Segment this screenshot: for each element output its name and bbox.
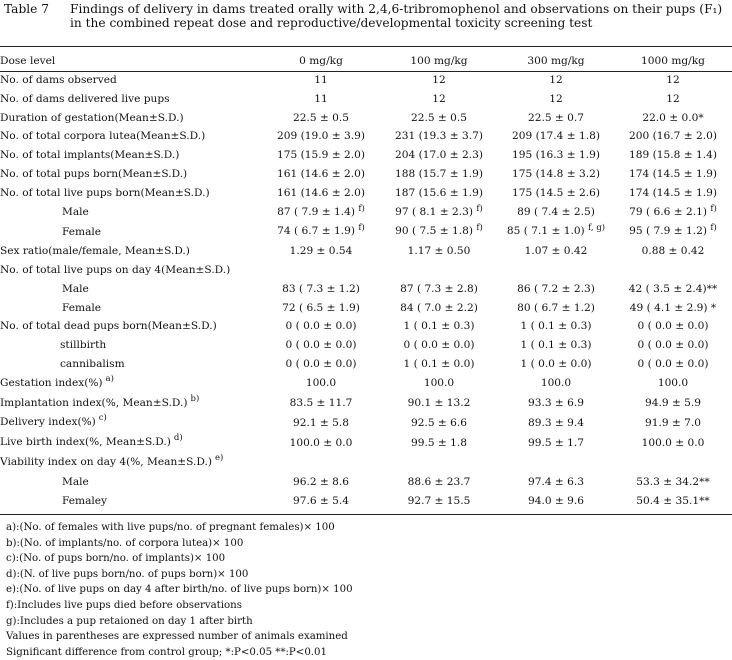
- cell-value: 22.5 ± 0.7: [527, 111, 585, 124]
- value-cell: [614, 299, 732, 318]
- cell-value: 209 (17.4 ± 1.8): [512, 130, 600, 143]
- footnote-line: e):(No. of live pups on day 4 after birth/no. of live pups born)× 100: [6, 584, 353, 596]
- table-row: [0, 165, 732, 184]
- value-cell: [262, 280, 380, 299]
- table-number: Table 7: [4, 2, 49, 16]
- table-row: [0, 203, 732, 223]
- row-label: [0, 109, 262, 128]
- value-cell: [498, 492, 614, 511]
- top-rule: [0, 46, 732, 47]
- value-cell: [498, 146, 614, 165]
- footnote-marker: c): [98, 413, 107, 424]
- cell-value: 0 ( 0.0 ± 0.0): [285, 357, 357, 370]
- row-label-text: Duration of gestation(Mean±S.D.): [0, 111, 184, 124]
- value-cell: [380, 261, 498, 280]
- row-label-text: No. of total implants(Mean±S.D.): [0, 149, 180, 162]
- value-cell: [614, 165, 732, 184]
- row-label-text: No. of total live pups born(Mean±S.D.): [0, 186, 210, 199]
- row-label: [0, 299, 262, 318]
- value-cell: [380, 317, 498, 336]
- row-label: [0, 374, 262, 394]
- row-label: [0, 433, 262, 453]
- dose-100: 100 mg/kg: [410, 55, 468, 68]
- value-cell: [498, 473, 614, 492]
- value-cell: [498, 280, 614, 299]
- table-row: [0, 299, 732, 318]
- value-cell: [380, 394, 498, 414]
- cell-value: 84 ( 7.0 ± 2.2): [400, 301, 478, 314]
- footnote-marker: f): [358, 223, 365, 234]
- row-label: [0, 203, 262, 223]
- cell-value: 0 ( 0.0 ± 0.0): [637, 357, 709, 370]
- row-label: [0, 90, 262, 109]
- cell-value: 161 (14.6 ± 2.0): [277, 167, 365, 180]
- cell-value: 89.3 ± 9.4: [527, 416, 585, 429]
- cell-value: 100.0 ± 0.0: [641, 436, 705, 449]
- value-cell: [614, 242, 732, 261]
- value-cell: [262, 184, 380, 203]
- table-row: [0, 109, 732, 128]
- value-cell: [614, 413, 732, 433]
- cell-value: 92.1 ± 5.8: [292, 416, 350, 429]
- table-row: [0, 355, 732, 374]
- row-label: [0, 317, 262, 336]
- row-label-text: Live birth index(%, Mean±S.D.): [0, 436, 171, 449]
- cell-value: 91.9 ± 7.0: [644, 416, 702, 429]
- value-cell: [380, 374, 498, 394]
- value-cell: [498, 127, 614, 146]
- table-row: [0, 222, 732, 242]
- value-cell: [262, 127, 380, 146]
- value-cell: [262, 433, 380, 453]
- value-cell: [614, 473, 732, 492]
- row-label: [0, 355, 262, 374]
- value-cell: [380, 413, 498, 433]
- value-cell: [614, 90, 732, 109]
- value-cell: [498, 413, 614, 433]
- value-cell: [262, 413, 380, 433]
- cell-value: 80 ( 6.7 ± 1.2): [517, 301, 595, 314]
- row-label-text: Male: [62, 475, 89, 488]
- value-cell: [262, 492, 380, 511]
- value-cell: [262, 355, 380, 374]
- value-cell: [498, 453, 614, 473]
- cell-value: 12: [666, 74, 680, 86]
- title-line-1: Findings of delivery in dams treated orally with 2,4,6-tribromophenol and observations on their pups (F₁): [70, 2, 723, 16]
- cell-value: 50.4 ± 35.1**: [636, 494, 710, 507]
- cell-value: 100.0: [540, 377, 572, 390]
- cell-value: 1.07 ± 0.42: [524, 245, 588, 258]
- value-cell: [262, 336, 380, 355]
- footnote-marker: b): [190, 393, 200, 404]
- cell-value: 175 (14.5 ± 2.6): [512, 186, 600, 199]
- footnote-line: c):(No. of pups born/no. of implants)× 100: [6, 553, 226, 565]
- row-label-text: Female: [62, 301, 102, 314]
- cell-value: 1 ( 0.1 ± 0.3): [520, 320, 592, 333]
- table-row: [0, 146, 732, 165]
- table-row: [0, 413, 732, 433]
- footnote-marker: f): [358, 203, 365, 214]
- row-label: [0, 71, 262, 90]
- cell-value: 174 (14.5 ± 1.9): [629, 186, 717, 199]
- value-cell: [498, 433, 614, 453]
- dose-0: 0 mg/kg: [299, 55, 343, 68]
- value-cell: [262, 374, 380, 394]
- row-label-text: No. of total pups born(Mean±S.D.): [0, 167, 188, 180]
- cell-value: 97 ( 8.1 ± 2.3): [395, 205, 473, 218]
- table-row: [0, 71, 732, 90]
- row-label-text: Femaley: [62, 494, 108, 507]
- cell-value: 12: [549, 74, 563, 86]
- footnote-marker: d): [173, 433, 183, 444]
- cell-value: 87 ( 7.9 ± 1.4): [277, 205, 355, 218]
- value-cell: [614, 394, 732, 414]
- cell-value: 11: [314, 92, 328, 105]
- table-row: [0, 433, 732, 453]
- value-cell: [262, 146, 380, 165]
- cell-value: 92.5 ± 6.6: [410, 416, 468, 429]
- row-label-text: Implantation index(%, Mean±S.D.): [0, 396, 188, 409]
- cell-value: 188 (15.7 ± 1.9): [395, 167, 483, 180]
- value-cell: [614, 280, 732, 299]
- table-row: [0, 394, 732, 414]
- cell-value: 94.0 ± 9.6: [527, 494, 585, 507]
- row-label: [0, 280, 262, 299]
- cell-value: 100.0: [657, 377, 689, 390]
- row-label-text: cannibalism: [60, 357, 125, 370]
- value-cell: [614, 203, 732, 223]
- table-row: [0, 90, 732, 109]
- cell-value: 100.0: [305, 377, 337, 390]
- value-cell: [262, 242, 380, 261]
- value-cell: [614, 492, 732, 511]
- value-cell: [498, 317, 614, 336]
- cell-value: 200 (16.7 ± 2.0): [629, 130, 717, 143]
- cell-value: 22.5 ± 0.5: [292, 111, 350, 124]
- table-row: [0, 261, 732, 280]
- cell-value: 175 (14.8 ± 3.2): [512, 167, 600, 180]
- cell-value: 12: [432, 92, 446, 105]
- cell-value: 0 ( 0.0 ± 0.0): [637, 320, 709, 333]
- row-label: [0, 165, 262, 184]
- title-line-2: in the combined repeat dose and reproductive/developmental toxicity screening test: [70, 16, 593, 30]
- value-cell: [262, 317, 380, 336]
- table-row: [0, 317, 732, 336]
- row-label-text: Viability index on day 4(%, Mean±S.D.): [0, 455, 213, 468]
- value-cell: [380, 299, 498, 318]
- cell-value: 11: [314, 74, 328, 86]
- footnote-marker: a): [105, 373, 114, 384]
- value-cell: [380, 242, 498, 261]
- table-row: [0, 127, 732, 146]
- value-cell: [262, 473, 380, 492]
- value-cell: [380, 336, 498, 355]
- value-cell: [498, 71, 614, 90]
- value-cell: [614, 261, 732, 280]
- row-label: [0, 336, 262, 355]
- value-cell: [498, 222, 614, 242]
- table-row: [0, 336, 732, 355]
- value-cell: [380, 127, 498, 146]
- row-label: [0, 453, 262, 473]
- value-cell: [498, 242, 614, 261]
- cell-value: 87 ( 7.3 ± 2.8): [400, 282, 478, 295]
- cell-value: 100.0 ± 0.0: [289, 436, 353, 449]
- value-cell: [380, 71, 498, 90]
- footnote-line: f):Includes live pups died before observations: [6, 599, 242, 611]
- cell-value: 95 ( 7.9 ± 1.2): [629, 225, 707, 238]
- cell-value: 204 (17.0 ± 2.3): [395, 149, 483, 162]
- cell-value: 94.9 ± 5.9: [644, 397, 702, 410]
- cell-value: 90.1 ± 13.2: [407, 397, 471, 410]
- value-cell: [380, 222, 498, 242]
- value-cell: [262, 261, 380, 280]
- cell-value: 97.6 ± 5.4: [292, 494, 350, 507]
- value-cell: [380, 492, 498, 511]
- value-cell: [262, 90, 380, 109]
- footnote-line: b):(No. of implants/no. of corpora lutea)× 100: [6, 537, 244, 549]
- value-cell: [498, 184, 614, 203]
- table-row: [0, 453, 732, 473]
- value-cell: [380, 184, 498, 203]
- value-cell: [614, 127, 732, 146]
- cell-value: 0 ( 0.0 ± 0.0): [403, 339, 475, 352]
- cell-value: 187 (15.6 ± 1.9): [395, 186, 483, 199]
- cell-value: 97.4 ± 6.3: [527, 475, 585, 488]
- footnote-marker: f, g): [588, 223, 606, 234]
- value-cell: [498, 336, 614, 355]
- cell-value: 174 (14.5 ± 1.9): [629, 167, 717, 180]
- row-label-text: Delivery index(%): [0, 416, 96, 429]
- value-cell: [498, 374, 614, 394]
- dose-300: 300 mg/kg: [527, 55, 585, 68]
- cell-value: 1 ( 0.0 ± 0.0): [520, 357, 592, 370]
- row-label: [0, 492, 262, 511]
- value-cell: [380, 355, 498, 374]
- cell-value: 12: [432, 74, 446, 86]
- value-cell: [498, 203, 614, 223]
- cell-value: 231 (19.3 ± 3.7): [395, 130, 483, 143]
- cell-value: 49 ( 4.1 ± 2.9) *: [629, 301, 717, 314]
- cell-value: 1 ( 0.1 ± 0.3): [520, 339, 592, 352]
- cell-value: 85 ( 7.1 ± 1.0): [506, 225, 585, 238]
- cell-value: 83.5 ± 11.7: [289, 397, 353, 410]
- value-cell: [498, 299, 614, 318]
- cell-value: 42 ( 3.5 ± 2.4)**: [628, 282, 718, 295]
- value-cell: [498, 355, 614, 374]
- value-cell: [614, 336, 732, 355]
- cell-value: 12: [549, 92, 563, 105]
- row-label-text: No. of total corpora lutea(Mean±S.D.): [0, 130, 206, 143]
- row-label: [0, 127, 262, 146]
- cell-value: 90 ( 7.5 ± 1.8): [395, 225, 473, 238]
- cell-value: 99.5 ± 1.8: [410, 436, 468, 449]
- footnote-marker: e): [215, 452, 224, 463]
- cell-value: 22.0 ± 0.0*: [642, 111, 704, 124]
- cell-value: 72 ( 6.5 ± 1.9): [282, 301, 360, 314]
- table-row: [0, 184, 732, 203]
- value-cell: [614, 317, 732, 336]
- value-cell: [380, 280, 498, 299]
- table-row: [0, 473, 732, 492]
- value-cell: [262, 165, 380, 184]
- cell-value: 0 ( 0.0 ± 0.0): [637, 339, 709, 352]
- row-label: [0, 413, 262, 433]
- bottom-rule: [0, 514, 732, 515]
- cell-value: 12: [666, 92, 680, 105]
- footnote-line: Significant difference from control group; *:P<0.05 **:P<0.01: [6, 646, 328, 658]
- value-cell: [498, 261, 614, 280]
- value-cell: [380, 90, 498, 109]
- cell-value: 1 ( 0.1 ± 0.3): [403, 320, 475, 333]
- cell-value: 161 (14.6 ± 2.0): [277, 186, 365, 199]
- value-cell: [380, 165, 498, 184]
- footnote-line: a):(No. of females with live pups/no. of pregnant females)× 100: [6, 522, 335, 533]
- row-label-text: Gestation index(%): [0, 376, 103, 389]
- dose-1000: 1000 mg/kg: [641, 55, 705, 68]
- cell-value: 89 ( 7.4 ± 2.5): [517, 206, 595, 219]
- footnote-marker: f): [476, 223, 483, 234]
- row-label: [0, 473, 262, 492]
- cell-value: 99.5 ± 1.7: [527, 436, 585, 449]
- footnotes: [6, 520, 353, 660]
- value-cell: [614, 355, 732, 374]
- table-body: [0, 52, 732, 510]
- table-row: [0, 280, 732, 299]
- value-cell: [498, 394, 614, 414]
- value-cell: [498, 90, 614, 109]
- value-cell: [262, 222, 380, 242]
- value-cell: [262, 453, 380, 473]
- value-cell: [262, 71, 380, 90]
- cell-value: 83 ( 7.3 ± 1.2): [282, 282, 360, 295]
- row-label-text: Male: [62, 282, 89, 295]
- footnote-marker: f): [710, 223, 717, 234]
- value-cell: [380, 473, 498, 492]
- cell-value: 209 (19.0 ± 3.9): [277, 130, 365, 143]
- value-cell: [380, 433, 498, 453]
- cell-value: 1.29 ± 0.54: [289, 245, 353, 258]
- cell-value: 22.5 ± 0.5: [410, 111, 468, 124]
- cell-value: 92.7 ± 15.5: [407, 494, 471, 507]
- header-row: [0, 52, 732, 71]
- row-label-text: No. of dams observed: [0, 74, 117, 86]
- cell-value: 53.3 ± 34.2**: [636, 475, 710, 488]
- row-label-text: No. of dams delivered live pups: [0, 92, 170, 105]
- row-label: [0, 394, 262, 414]
- cell-value: 93.3 ± 6.9: [527, 397, 585, 410]
- cell-value: 175 (15.9 ± 2.0): [277, 149, 365, 162]
- footnote-marker: f): [710, 203, 717, 214]
- cell-value: 79 ( 6.6 ± 2.1): [629, 205, 707, 218]
- footnote-line: g):Includes a pup retaioned on day 1 after birth: [6, 615, 253, 627]
- value-cell: [614, 71, 732, 90]
- value-cell: [614, 374, 732, 394]
- row-label: [0, 146, 262, 165]
- row-label: [0, 184, 262, 203]
- value-cell: [262, 109, 380, 128]
- cell-value: 189 (15.8 ± 1.4): [629, 149, 717, 162]
- cell-value: 1 ( 0.1 ± 0.0): [403, 357, 475, 370]
- table-row: [0, 374, 732, 394]
- value-cell: [614, 146, 732, 165]
- table-row: [0, 242, 732, 261]
- cell-value: 195 (16.3 ± 1.9): [512, 149, 600, 162]
- row-label-text: Female: [62, 225, 102, 238]
- findings-table: [0, 52, 732, 510]
- cell-value: 88.6 ± 23.7: [407, 475, 471, 488]
- value-cell: [614, 433, 732, 453]
- cell-value: 0 ( 0.0 ± 0.0): [285, 339, 357, 352]
- row-label: [0, 242, 262, 261]
- value-cell: [262, 299, 380, 318]
- footnote-line: Values in parentheses are expressed number of animals examined: [6, 631, 348, 643]
- value-cell: [614, 109, 732, 128]
- row-label-text: Sex ratio(male/female, Mean±S.D.): [0, 245, 190, 258]
- cell-value: 86 ( 7.2 ± 2.3): [517, 282, 595, 295]
- footnote-marker: f): [476, 203, 483, 214]
- cell-value: 0.88 ± 0.42: [641, 245, 705, 258]
- value-cell: [614, 453, 732, 473]
- cell-value: 74 ( 6.7 ± 1.9): [277, 225, 355, 238]
- value-cell: [262, 394, 380, 414]
- value-cell: [262, 203, 380, 223]
- row-label: [0, 261, 262, 280]
- row-label-text: Male: [62, 206, 89, 219]
- value-cell: [380, 453, 498, 473]
- cell-value: 96.2 ± 8.6: [292, 475, 350, 488]
- value-cell: [498, 165, 614, 184]
- cell-value: 0 ( 0.0 ± 0.0): [285, 320, 357, 333]
- row-label: [0, 222, 262, 242]
- row-label-text: No. of total dead pups born(Mean±S.D.): [0, 320, 217, 333]
- table-row: [0, 492, 732, 511]
- dose-level-label: Dose level: [0, 55, 56, 68]
- value-cell: [614, 222, 732, 242]
- value-cell: [498, 109, 614, 128]
- value-cell: [380, 146, 498, 165]
- value-cell: [380, 203, 498, 223]
- row-label-text: stillbirth: [60, 339, 107, 352]
- value-cell: [380, 109, 498, 128]
- value-cell: [614, 184, 732, 203]
- footnote-line: d):(N. of live pups born/no. of pups born)× 100: [6, 568, 249, 580]
- row-label-text: No. of total live pups on day 4(Mean±S.D.): [0, 263, 231, 276]
- cell-value: 1.17 ± 0.50: [407, 245, 471, 258]
- cell-value: 100.0: [423, 377, 455, 390]
